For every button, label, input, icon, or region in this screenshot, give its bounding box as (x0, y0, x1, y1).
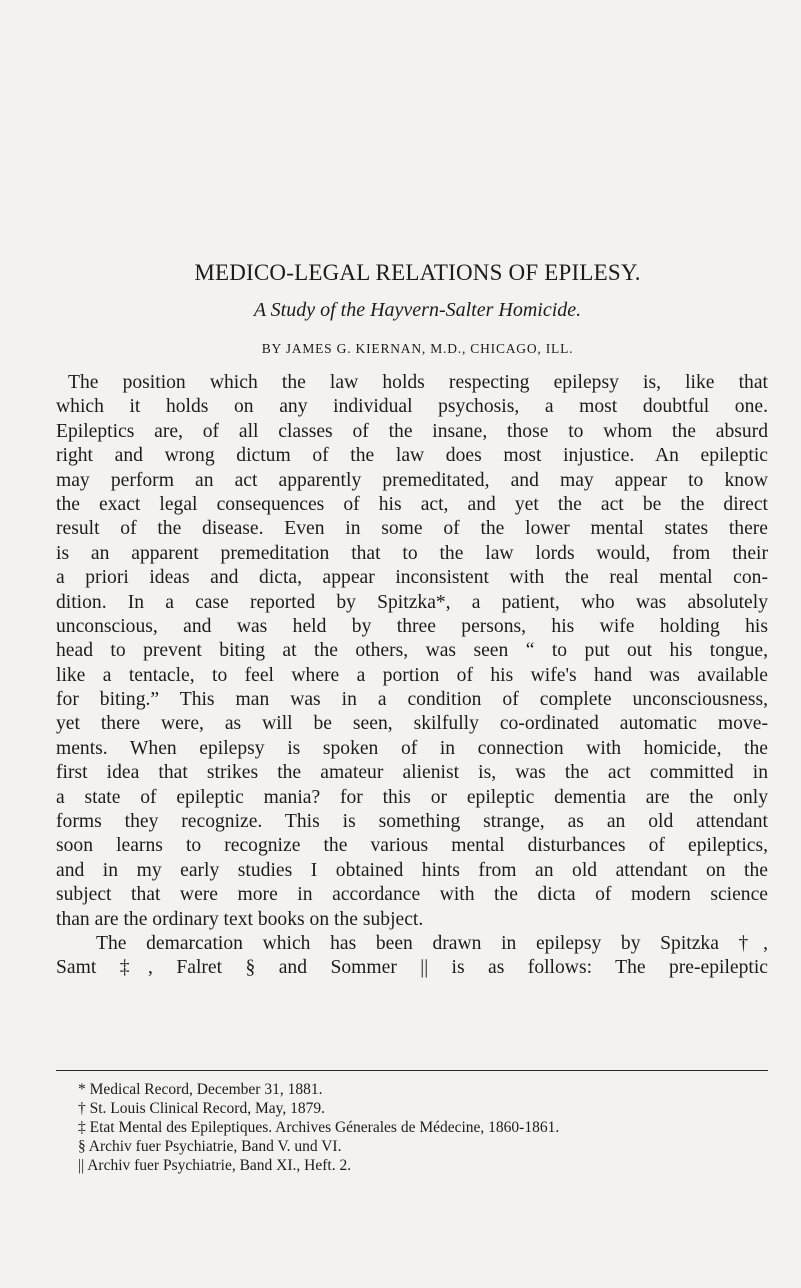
body-line: dition. In a case reported by Spitzka*, a patient, who was absolutely (56, 591, 768, 613)
body-line: subject that were more in accordance with the dicta of modern science (56, 884, 768, 906)
author-byline: BY JAMES G. KIERNAN, M.D., CHICAGO, ILL. (261, 341, 574, 356)
body-line: yet there were, as will be seen, skilfully co-ordinated automatic move- (56, 713, 768, 735)
body-line: result of the disease. Even in some of the lower mental states there (56, 518, 768, 540)
body-line: a priori ideas and dicta, appear inconsistent with the real mental con- (56, 567, 768, 589)
body-line: a state of epileptic mania? for this or epileptic dementia are the only (56, 786, 768, 808)
footnote: † St. Louis Clinical Record, May, 1879. (78, 1100, 325, 1117)
body-line: first idea that strikes the amateur alienist is, was the act committed in (56, 762, 768, 784)
footnote: ‡ Etat Mental des Epileptiques. Archives Génerales de Médecine, 1860-1861. (78, 1119, 560, 1136)
article-body (56, 371, 768, 981)
body-line: The demarcation which has been drawn in epilepsy by Spitzka †, (96, 932, 768, 954)
footnote: || Archiv fuer Psychiatrie, Band XI., Heft. 2. (78, 1157, 352, 1174)
body-line: and in my early studies I obtained hints from an old attendant on the (56, 859, 768, 881)
body-line: Epileptics are, of all classes of the insane, those to whom the absurd (56, 420, 768, 442)
body-line: like a tentacle, to feel where a portion of his wife's hand was available (56, 664, 768, 686)
body-line: head to prevent biting at the others, was seen “ to put out his tongue, (56, 640, 768, 662)
footnote: § Archiv fuer Psychiatrie, Band V. und VI. (78, 1138, 342, 1155)
body-line: right and wrong dictum of the law does most injustice. An epileptic (56, 445, 768, 467)
body-line: forms they recognize. This is something strange, as an old attendant (56, 811, 768, 833)
body-line: for biting.” This man was in a condition of complete unconsciousness, (56, 689, 768, 711)
article-title: MEDICO-LEGAL RELATIONS OF EPILESY. (194, 260, 641, 285)
body-line: The position which the law holds respecting epilepsy is, like that (68, 372, 768, 393)
footnote-divider (56, 1070, 768, 1071)
body-line: the exact legal consequences of his act, and yet the act be the direct (56, 493, 768, 515)
body-line: unconscious, and was held by three persons, his wife holding his (56, 615, 768, 637)
body-line: Samt ‡, Falret § and Sommer || is as follows: The pre-epileptic (56, 957, 768, 979)
body-line: is an apparent premeditation that to the law lords would, from their (56, 542, 768, 564)
body-line: ments. When epilepsy is spoken of in connection with homicide, the (56, 737, 768, 759)
article-subtitle: A Study of the Hayvern-Salter Homicide. (253, 299, 582, 321)
body-line: soon learns to recognize the various mental disturbances of epileptics, (56, 835, 768, 857)
body-line: than are the ordinary text books on the subject. (56, 908, 424, 930)
footnotes (78, 1080, 758, 1175)
footnote: * Medical Record, December 31, 1881. (78, 1081, 323, 1098)
body-line: which it holds on any individual psychosis, a most doubtful one. (56, 396, 768, 418)
body-line: may perform an act apparently premeditated, and may appear to know (56, 469, 768, 491)
